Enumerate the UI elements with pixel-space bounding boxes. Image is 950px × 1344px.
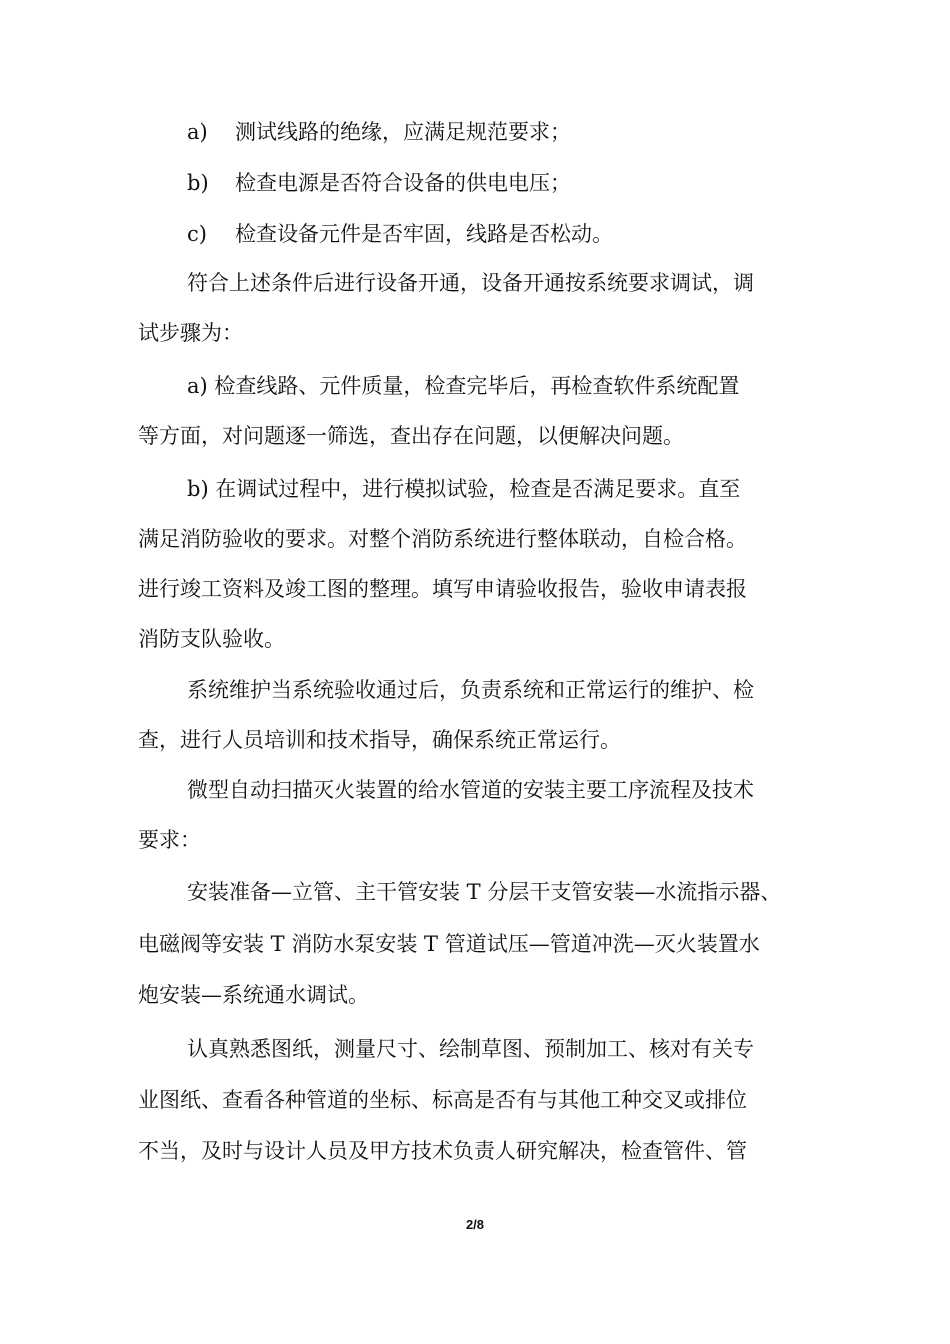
paragraph-line: 满足消防验收的要求。对整个消防系统进行整体联动，自检合格。	[138, 527, 747, 551]
paragraph-line: 试步骤为：	[138, 321, 243, 345]
paragraph-line: 不当，及时与设计人员及甲方技术负责人研究解决，检查管件、管	[138, 1139, 747, 1163]
paragraph-line: 查，进行人员培训和技术指导，确保系统正常运行。	[138, 728, 621, 752]
list-text: 测试线路的绝缘，应满足规范要求；	[235, 120, 571, 144]
list-marker: c)	[187, 222, 207, 246]
list-marker: a)	[187, 120, 208, 144]
paragraph-line: a) 检查线路、元件质量，检查完毕后，再检查软件系统配置	[187, 374, 740, 398]
paragraph-line: 消防支队验收。	[138, 627, 285, 651]
list-text: 检查设备元件是否牢固，线路是否松动。	[235, 222, 613, 246]
paragraph-line: 微型自动扫描灭火装置的给水管道的安装主要工序流程及技术	[187, 778, 754, 802]
paragraph-line: 业图纸、查看各种管道的坐标、标高是否有与其他工种交叉或排位	[138, 1088, 747, 1112]
paragraph-line: 系统维护当系统验收通过后，负责系统和正常运行的维护、检	[187, 678, 754, 702]
list-item-c	[0, 219, 950, 249]
paragraph-line: 安装准备—立管、主干管安装 T 分层干支管安装—水流指示器、	[187, 880, 782, 904]
paragraph-line: 认真熟悉图纸，测量尺寸、绘制草图、预制加工、核对有关专	[187, 1037, 754, 1061]
paragraph-line: 符合上述条件后进行设备开通，设备开通按系统要求调试，调	[187, 271, 754, 295]
paragraph-line: b) 在调试过程中，进行模拟试验，检查是否满足要求。直至	[187, 477, 741, 501]
list-marker: b)	[187, 171, 209, 195]
page-number: 2/8	[465, 1217, 485, 1232]
paragraph-line: 进行竣工资料及竣工图的整理。填写申请验收报告，验收申请表报	[138, 577, 747, 601]
list-item-a	[0, 117, 950, 147]
list-item-b	[0, 168, 950, 198]
paragraph-line: 炮安装—系统通水调试。	[138, 983, 369, 1007]
paragraph-line: 等方面，对问题逐一筛选，查出存在问题，以便解决问题。	[138, 424, 684, 448]
list-text: 检查电源是否符合设备的供电电压；	[235, 171, 571, 195]
paragraph-line: 电磁阀等安装 T 消防水泵安装 T 管道试压—管道冲洗—灭火装置水	[138, 932, 760, 956]
paragraph-line: 要求：	[138, 828, 201, 852]
